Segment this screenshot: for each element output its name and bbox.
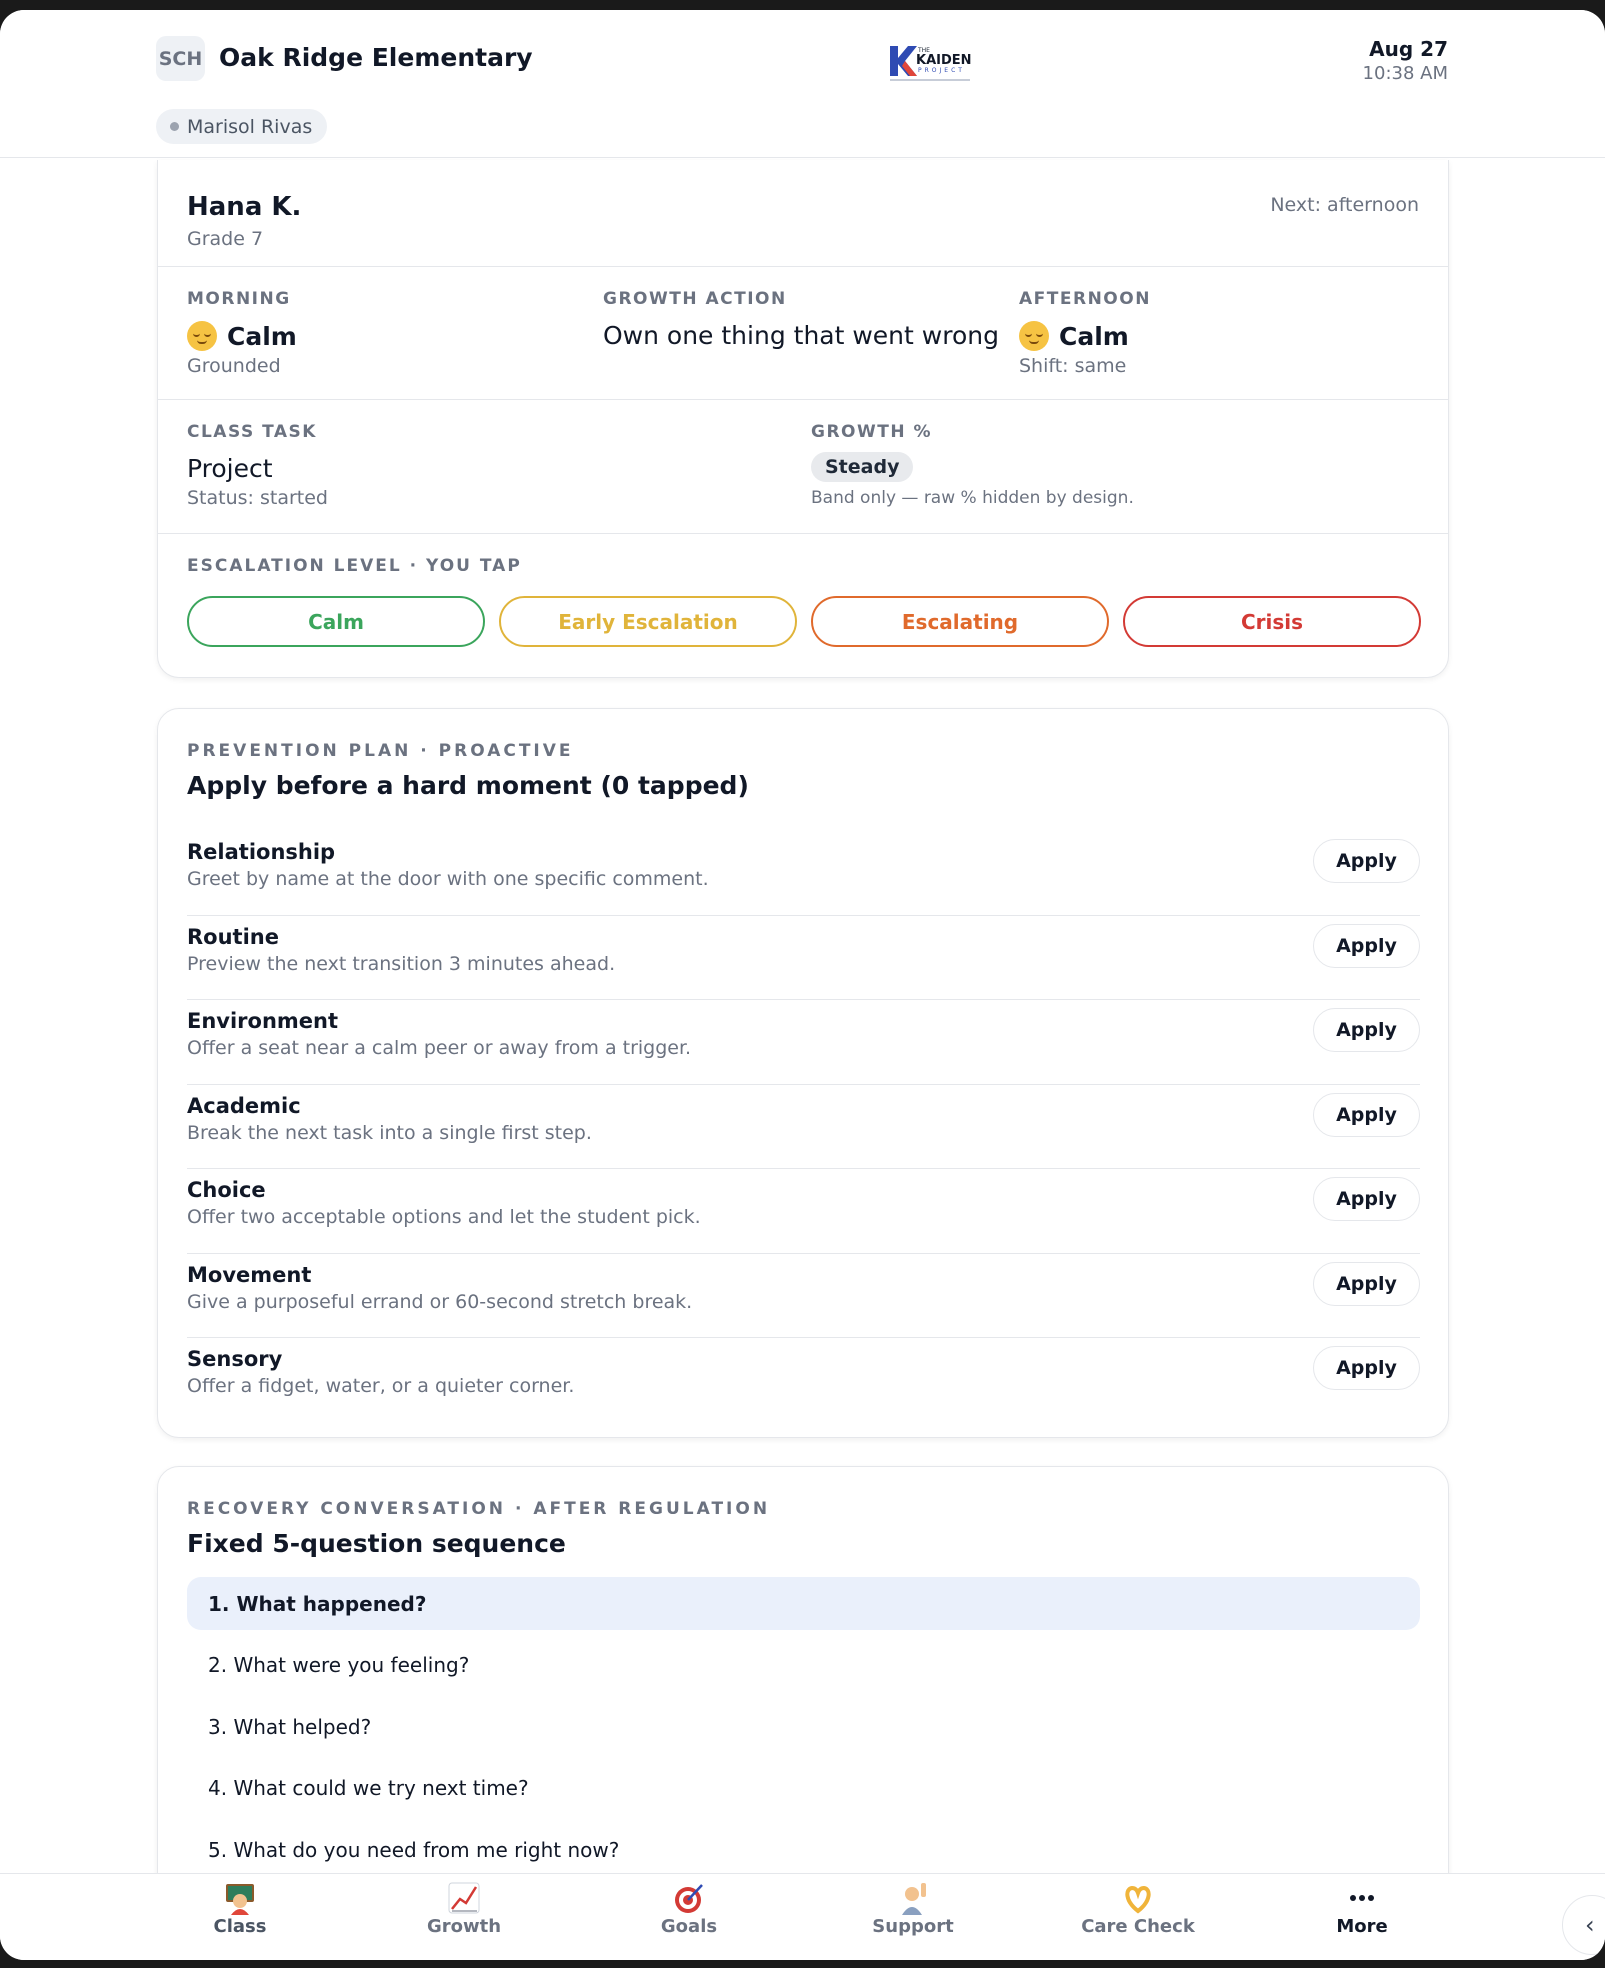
nav-label: Support <box>872 1916 954 1937</box>
app-screen <box>0 10 1605 1960</box>
class-task-status: Status: started <box>187 487 328 509</box>
plan-item-desc: Offer a seat near a calm peer or away from a trigger. <box>187 1037 692 1059</box>
kaiden-project-logo <box>888 40 974 84</box>
class-task-col <box>187 422 328 509</box>
plan-item <box>187 1254 1420 1339</box>
question-item[interactable]: 4. What could we try next time? <box>208 1776 529 1800</box>
school-badge: SCH <box>156 36 205 81</box>
morning-mood: Calm <box>227 321 297 351</box>
nav-label: Care Check <box>1081 1916 1195 1937</box>
status-dot-icon <box>170 122 179 131</box>
growth-label: GROWTH % <box>811 422 933 442</box>
class-task-label: CLASS TASK <box>187 422 317 442</box>
plan-item-name: Routine <box>187 924 279 949</box>
target-icon <box>671 1880 707 1916</box>
question-item[interactable]: 2. What were you feeling? <box>208 1653 470 1677</box>
plan-item <box>187 1000 1420 1085</box>
nav-label: More <box>1336 1916 1388 1937</box>
escalation-button-crisis[interactable]: Crisis <box>1123 596 1421 647</box>
escalation-label-wrap <box>187 556 522 576</box>
school-name: Oak Ridge Elementary <box>219 43 533 72</box>
afternoon-value <box>1019 321 1151 351</box>
svg-text:KAIDEN: KAIDEN <box>916 53 972 68</box>
chart-increasing-icon <box>446 1880 482 1916</box>
escalation-label: ESCALATION LEVEL · YOU TAP <box>187 556 522 576</box>
chevron-left-icon: ‹ <box>1585 1911 1595 1939</box>
apply-button[interactable]: Apply <box>1313 839 1420 883</box>
time-label: 10:38 AM <box>1362 63 1448 84</box>
plan-item <box>187 916 1420 1001</box>
student-grade: Grade 7 <box>187 228 264 250</box>
escalation-button-calm[interactable]: Calm <box>187 596 485 647</box>
apply-button[interactable]: Apply <box>1313 1177 1420 1221</box>
apply-button[interactable]: Apply <box>1313 1008 1420 1052</box>
question-item[interactable]: 1. What happened? <box>187 1577 1420 1630</box>
raising-hand-icon <box>895 1880 931 1916</box>
nav-item-care-check[interactable] <box>1048 1874 1228 1960</box>
prevention-title: Apply before a hard moment (0 tapped) <box>187 771 749 800</box>
plan-item-name: Academic <box>187 1093 301 1118</box>
afternoon-sub: Shift: same <box>1019 355 1127 377</box>
escalation-section <box>158 533 1448 678</box>
checkin-section <box>158 266 1448 399</box>
growth-action-col <box>603 289 999 350</box>
growth-action-label: GROWTH ACTION <box>603 289 787 309</box>
plan-item-name: Choice <box>187 1178 266 1202</box>
nav-item-more[interactable] <box>1272 1874 1452 1960</box>
plan-item-name: Movement <box>187 1262 312 1287</box>
question-item[interactable]: 5. What do you need from me right now? <box>208 1837 620 1862</box>
apply-button[interactable]: Apply <box>1313 1346 1420 1390</box>
nav-item-support[interactable] <box>823 1874 1003 1960</box>
afternoon-label: AFTERNOON <box>1019 289 1151 309</box>
plan-item <box>187 831 1420 916</box>
escalation-buttons <box>187 596 1421 647</box>
prevention-list <box>187 831 1420 1423</box>
plan-item-name: Relationship <box>187 840 336 864</box>
relieved-face-icon <box>1019 321 1049 351</box>
plan-item <box>187 1338 1420 1423</box>
growth-band-badge: Steady <box>811 452 913 482</box>
escalation-button-early-escalation[interactable]: Early Escalation <box>499 596 797 647</box>
afternoon-col <box>1019 289 1151 377</box>
plan-item-name: Environment <box>187 1009 339 1033</box>
morning-value <box>187 321 297 351</box>
nav-item-growth[interactable] <box>374 1874 554 1960</box>
recovery-title: Fixed 5-question sequence <box>187 1529 566 1558</box>
morning-col <box>187 289 297 377</box>
nav-item-goals[interactable] <box>599 1874 779 1960</box>
question-list <box>187 1577 1420 1885</box>
question-item[interactable]: 3. What helped? <box>208 1714 372 1739</box>
date-time <box>1363 37 1448 84</box>
morning-label: MORNING <box>187 289 291 309</box>
student-card <box>157 160 1449 678</box>
plan-item-desc: Give a purposeful errand or 60-second stretch break. <box>187 1290 693 1313</box>
plan-item-desc: Offer two acceptable options and let the student pick. <box>187 1206 701 1228</box>
nav-label: Class <box>213 1916 267 1937</box>
nav-label: Goals <box>660 1916 718 1937</box>
plan-item-desc: Greet by name at the door with one specific comment. <box>187 868 709 890</box>
plan-item <box>187 1169 1420 1254</box>
relieved-face-icon <box>187 321 217 351</box>
nav-item-class[interactable] <box>150 1874 330 1960</box>
task-section <box>158 399 1448 533</box>
prevention-label: PREVENTION PLAN · PROACTIVE <box>187 741 574 761</box>
growth-col <box>811 422 1134 508</box>
more-dots-icon <box>1344 1880 1380 1916</box>
user-chip[interactable] <box>156 109 327 144</box>
plan-item <box>187 1085 1420 1170</box>
student-name: Hana K. <box>187 192 302 222</box>
apply-button[interactable]: Apply <box>1313 924 1420 968</box>
top-header <box>0 10 1605 158</box>
recovery-label: RECOVERY CONVERSATION · AFTER REGULATION <box>187 1499 771 1519</box>
escalation-button-escalating[interactable]: Escalating <box>811 596 1109 647</box>
plan-item-desc: Preview the next transition 3 minutes ahead. <box>187 952 616 975</box>
date-label: Aug 27 <box>1369 37 1448 61</box>
apply-button[interactable]: Apply <box>1313 1093 1420 1137</box>
svg-text:PROJECT: PROJECT <box>918 67 965 74</box>
plan-item-name: Sensory <box>187 1347 283 1371</box>
plan-item-desc: Break the next task into a single first step. <box>187 1121 592 1144</box>
plan-item-desc: Offer a fidget, water, or a quieter corner. <box>187 1375 575 1397</box>
prevention-plan-card <box>157 708 1449 1438</box>
apply-button[interactable]: Apply <box>1313 1262 1420 1306</box>
growth-action-value: Own one thing that went wrong <box>603 321 999 350</box>
heart-hands-icon <box>1120 1880 1156 1916</box>
morning-sub: Grounded <box>187 355 281 377</box>
nav-label: Growth <box>426 1916 502 1937</box>
next-session: Next: afternoon <box>1270 194 1419 216</box>
class-task-value: Project <box>187 454 273 483</box>
growth-band-note: Band only — raw % hidden by design. <box>811 488 1134 508</box>
afternoon-mood: Calm <box>1059 321 1129 351</box>
user-name: Marisol Rivas <box>187 115 313 138</box>
bottom-nav <box>0 1873 1605 1960</box>
svg-text:THE: THE <box>918 47 930 54</box>
teacher-icon <box>222 1880 258 1916</box>
